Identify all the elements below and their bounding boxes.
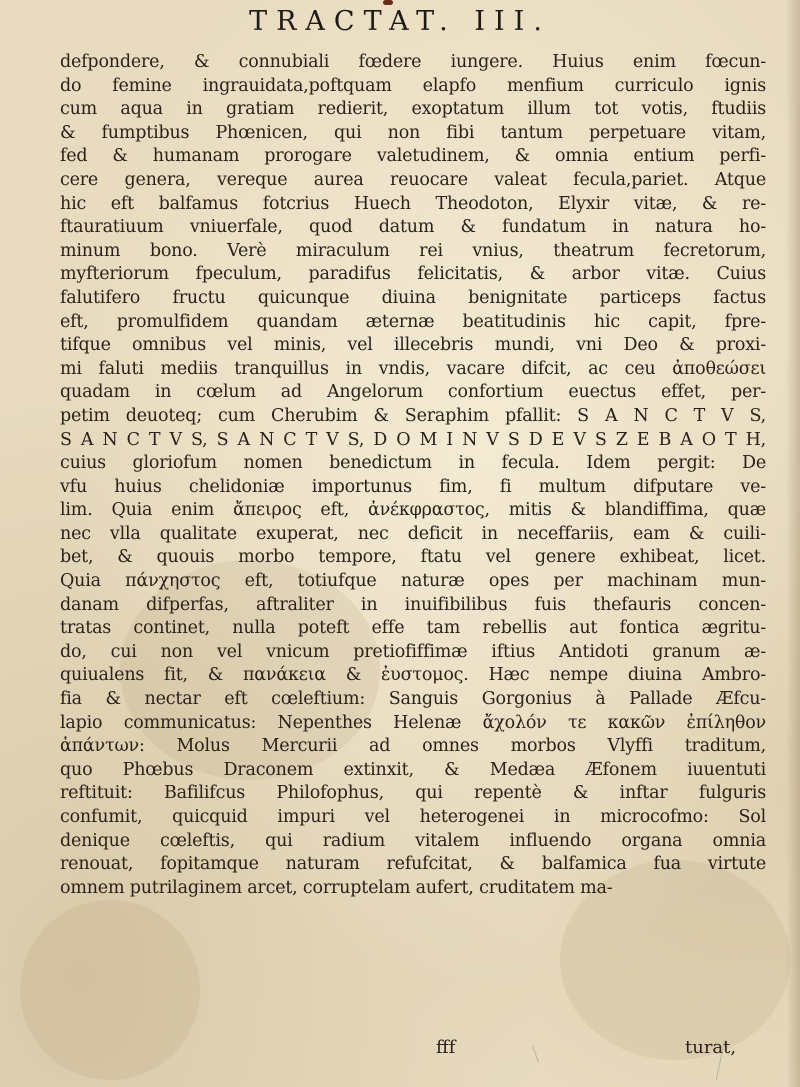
text-line: ftauratiuum vniuerfale, quod datum & fundatum in natura ho- xyxy=(60,217,766,238)
text-line: denique cœleftis, qui radium vitalem influendo organa omnia xyxy=(60,830,766,851)
text-line: falutifero fructu quicunque diuina benignitate particeps factus xyxy=(60,287,766,308)
text-line: fia & nectar eft cœleftium: Sanguis Gorgonius à Pallade Æfcu- xyxy=(60,689,766,710)
text-line: quo Phœbus Draconem extinxit, & Medæa Æfonem iuuentuti xyxy=(60,759,766,780)
text-line: cum aqua in gratiam redierit, exoptatum illum tot votis, ftudiis xyxy=(60,99,766,120)
text-line: petim deuoteq; cum Cherubim & Seraphim pfallit: S A N C T V S, xyxy=(60,405,766,426)
text-line: S A N C T V S, S A N C T V S, D O M I N V S D E V S Z E B A O T H, xyxy=(60,429,766,450)
ink-mark xyxy=(383,0,393,5)
running-title: TRACTAT. III. xyxy=(249,6,551,37)
text-line: cuius gloriofum nomen benedictum in fecula. Idem pergit: De xyxy=(60,453,766,474)
text-line: do femine ingrauidata,poftquam elapfo menfium curriculo ignis xyxy=(60,75,766,96)
text-line: lapio communicatus: Nepenthes Helenæ ἄχολόν τε κακῶν ἐπίληθον xyxy=(60,712,766,733)
pencil-mark xyxy=(532,1045,539,1062)
text-line: confumit, quicquid impuri vel heterogenei in microcofmo: Sol xyxy=(60,807,766,827)
text-line: eft, promulfidem quandam æternæ beatitudinis hic capit, fpre- xyxy=(60,311,766,332)
text-line: Quia πάνχηστος eft, totiufque naturæ opes per machinam mun- xyxy=(60,571,766,592)
text-line: lim. Quia enim ἄπειρος eft, ἀνέκφραστος, mitis & blandiffima, quæ xyxy=(60,500,766,521)
text-line: myfteriorum fpeculum, paradifus felicitatis, & arbor vitæ. Cuius xyxy=(60,264,766,285)
text-line: renouat, fopitamque naturam refufcitat, & balfamica fua virtute xyxy=(60,854,766,875)
text-line: vfu huius chelidoniæ importunus fim, fi multum difputare ve- xyxy=(60,476,766,497)
text-line: tifque omnibus vel minis, vel illecebris mundi, vni Deo & proxi- xyxy=(60,335,766,356)
text-line: danam difperfas, aftraliter in inuifibilibus fuis thefauris concen- xyxy=(60,594,766,615)
text-line: ἁπάντων: Molus Mercurii ad omnes morbos Vlyffi traditum, xyxy=(60,736,766,757)
text-line: tratas continet, nulla poteft effe tam rebellis aut fontica ægritu- xyxy=(60,618,766,639)
text-line: & fumptibus Phœnicen, qui non fibi tantum perpetuare vitam, xyxy=(60,122,766,143)
text-line: omnem putrilaginem arcet, corruptelam aufert, cruditatem ma- xyxy=(60,877,613,898)
text-line: mi faluti mediis tranquillus in vndis, vacare difcit, ac ceu ἀποθεώσει xyxy=(60,358,766,379)
text-line: minum bono. Verè miraculum rei vnius, theatrum fecretorum, xyxy=(60,240,766,261)
text-line: reftituit: Bafilifcus Philofophus, qui repentè & inftar fulguris xyxy=(60,783,766,804)
catchword: turat, xyxy=(685,1037,737,1058)
text-line: defpondere, & connubiali fœdere iungere. Huius enim fœcun- xyxy=(60,52,766,72)
signature-mark: fff xyxy=(436,1037,456,1058)
text-line: hic eft balfamus fotcrius Huech Theodoton, Elyxir vitæ, & re- xyxy=(60,193,766,214)
page-edge xyxy=(786,0,800,1087)
body-text xyxy=(60,51,766,900)
text-line: quadam in cœlum ad Angelorum confortium euectus effet, per- xyxy=(60,382,766,403)
paper-stain xyxy=(20,900,200,1080)
text-line: bet, & quouis morbo tempore, ftatu vel genere exhibeat, licet. xyxy=(60,547,766,568)
text-line: do, cui non vel vnicum pretiofiffimæ iftius Antidoti granum æ- xyxy=(60,641,766,662)
text-line: quiualens fit, & πανάκεια & ἐυστομος. Hæc nempe diuina Ambro- xyxy=(60,665,766,686)
text-line: nec vlla qualitate exuperat, nec deficit in neceffariis, eam & cuili- xyxy=(60,523,766,544)
text-line: fed & humanam prorogare valetudinem, & omnia entium perfi- xyxy=(60,146,766,167)
text-line: cere genera, vereque aurea reuocare valeat fecula,pariet. Atque xyxy=(60,169,766,190)
